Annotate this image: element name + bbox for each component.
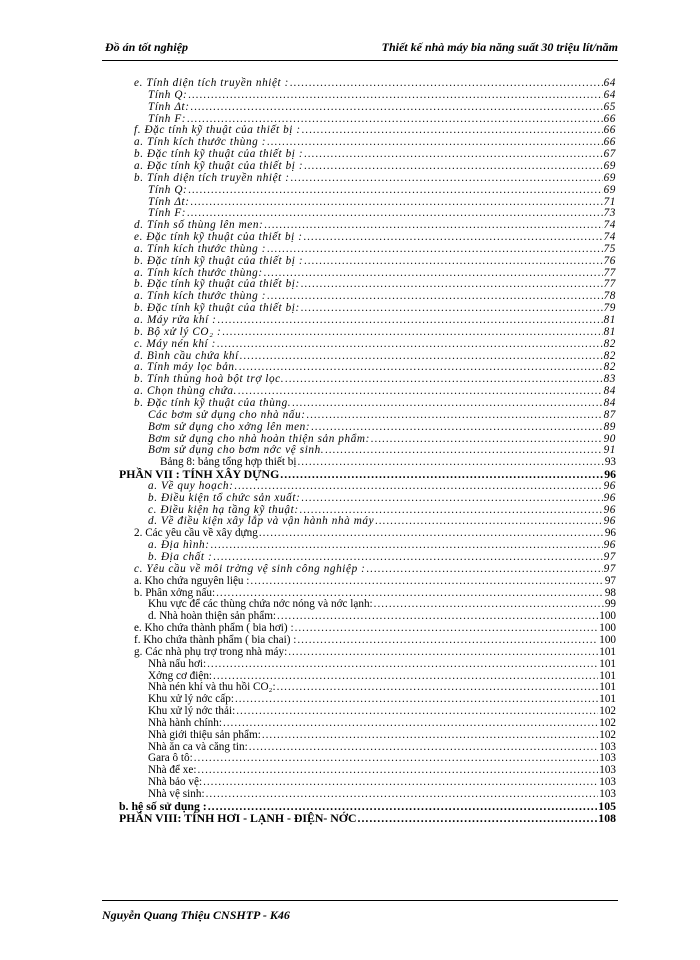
toc-entry-page: 82: [603, 349, 616, 362]
toc-entry-label: a. Kho chứa nguyên liệu :: [134, 574, 250, 587]
toc-entry-label: b. Đặc tính kỹ thuật của thùng.: [134, 396, 292, 409]
toc-entry-page: 101: [599, 669, 616, 682]
toc-entry-label: b. Địa chất :: [148, 551, 213, 563]
toc-entry-page: 79: [603, 302, 616, 315]
toc-entry-page: 103: [599, 764, 616, 777]
toc-entry-label: g. Các nhà phụ trợ trong nhà máy:: [134, 645, 288, 658]
toc-entry-page: 69: [603, 159, 616, 172]
toc-entry-page: 65: [603, 100, 616, 113]
toc-entry-page: 96: [603, 503, 616, 516]
toc-entry-page: 97: [604, 574, 616, 587]
toc-entry-label: a. Tính máy lọc bản.: [134, 361, 238, 374]
toc-entry-label: a. Chọn thùng chứa.: [134, 385, 237, 398]
toc-entry-label: Gara ô tô:: [148, 752, 193, 765]
toc-entry-label: d. Bình cầu chứa khí: [134, 349, 239, 362]
toc-entry-label: Xởng cơ điện:: [148, 669, 213, 682]
toc-entry-label: Tính Δt:: [148, 195, 190, 208]
toc-entry-page: 100: [599, 610, 616, 623]
toc-entry-page: 64: [603, 88, 616, 101]
toc-entry-label: b. Đặc tính kỹ thuật của thiết bị :: [134, 148, 304, 161]
toc-entry-label: a. Địa hình:: [148, 539, 210, 552]
toc-entry-page: 101: [599, 693, 616, 706]
header-right-title: Thiết kế nhà máy bia năng suất 30 triệu lít/năm: [381, 40, 618, 54]
toc-entry-page: 102: [599, 716, 616, 729]
toc-entry-page: 96: [604, 467, 616, 482]
toc-entry-label: a. Tính kích thước thùng :: [134, 242, 267, 255]
toc-entry-label: a. Tính kích thước thùng:: [134, 266, 263, 279]
toc-entry-page: 96: [603, 539, 616, 552]
toc-entry-page: 71: [603, 195, 616, 208]
toc-entry-page: 100: [599, 622, 616, 635]
toc-entry-page: 99: [604, 598, 616, 611]
toc-entry-page: 103: [599, 776, 616, 789]
toc-entry-label: Bơm sử dụng cho xởng lên men:: [148, 420, 311, 433]
toc-entry-label: a. Tính kích thước thùng :: [134, 136, 267, 149]
toc-entry-label: Nhà giới thiệu sản phẩm:: [148, 728, 261, 741]
toc-entry-page: 97: [603, 562, 616, 575]
toc-entry-label: a. Tính kích thước thùng :: [134, 290, 267, 303]
toc-entry-page: 93: [604, 456, 616, 469]
toc-entry-page: 101: [599, 657, 616, 670]
toc-entry-label: Nhà hành chính:: [148, 716, 222, 729]
toc-entry-page: 101: [599, 645, 616, 658]
toc-entry-page: 96: [603, 479, 616, 492]
toc-entry-label: c. Máy nén khí :: [134, 337, 216, 350]
toc-entry-label: Tính F:: [148, 112, 187, 125]
toc-entry-label: b. Bộ xử lý CO₂ :: [134, 325, 222, 338]
toc-entry-page: 77: [603, 266, 616, 279]
toc-entry-label: a. Máy rửa khí :: [134, 314, 217, 326]
toc-entry-page: 103: [599, 752, 616, 765]
toc-entry-page: 82: [603, 361, 616, 374]
toc-entry-label: Nhà bảo vệ:: [148, 776, 203, 789]
toc-entry-label: Bơm sử dụng cho nhà hoàn thiện sản phẩm:: [148, 432, 370, 445]
toc-entry-page: 64: [603, 77, 616, 89]
toc-entry-label: d. Nhà hoàn thiện sản phẩm:: [148, 610, 277, 623]
toc-entry-label: c. Yêu cầu về môi trờng vệ sinh công nghiệp :: [134, 562, 366, 575]
toc-entry-page: 74: [603, 231, 616, 244]
toc-entry-page: 73: [603, 207, 616, 220]
footer-rule: [102, 900, 618, 901]
toc-entry-page: 66: [603, 112, 616, 125]
toc-entry-label: d. Tính số thùng lên men:: [134, 219, 264, 232]
toc-entry-page: 91: [603, 444, 616, 457]
toc-entry-page: 102: [599, 728, 616, 741]
toc-entry-label: Nhà ăn ca và căng tin:: [148, 740, 248, 753]
toc-entry[interactable]: [119, 811, 616, 825]
toc-entry-label: b. Phân xởng nấu:: [134, 586, 216, 599]
toc-entry-label: Khu xử lý nớc thải:: [148, 705, 236, 718]
toc-entry-page: 97: [603, 551, 616, 563]
toc-entry-page: 87: [603, 408, 616, 421]
toc-entry-page: 82: [603, 337, 616, 350]
toc-entry-label: Nhà nấu hơi:: [148, 657, 207, 670]
toc-entry-page: 67: [603, 148, 616, 161]
toc-entry-label: Nhà để xe:: [148, 764, 197, 777]
toc-entry-page: 77: [603, 278, 616, 291]
toc-entry-label: e. Kho chứa thành phẩm ( bia hơi) :: [134, 622, 294, 635]
toc-entry-page: 96: [604, 527, 616, 540]
toc-entry-page: 105: [598, 798, 616, 813]
header-rule: [102, 60, 618, 61]
toc-entry-label: PHẦN VIII: TÍNH HƠI - LẠNH - ĐIỆN- NỚC: [119, 810, 357, 825]
toc-entry-label: b. hệ số sử dụng :: [119, 798, 207, 813]
toc-entry-label: Tính F:: [148, 207, 187, 220]
toc-entry-label: PHẦN VII : TÍNH XÂY DỰNG: [119, 467, 280, 482]
toc-entry-page: 96: [603, 515, 616, 528]
toc-entry-page: 84: [603, 396, 616, 409]
toc-entry-page: 66: [603, 136, 616, 149]
toc-entry-label: Bảng 8: bảng tổng hợp thiết bị: [160, 456, 297, 469]
toc-entry-page: 103: [599, 740, 616, 753]
toc-entry-label: Tính Q:: [148, 183, 188, 196]
toc-entry-label: f. Đặc tính kỹ thuật của thiết bị :: [134, 124, 301, 137]
toc-entry-label: Tính Q:: [148, 88, 188, 101]
toc-entry-page: 69: [603, 171, 616, 184]
toc-entry-page: 76: [603, 254, 616, 267]
toc-entry-label: b. Điều kiện tổ chức sản xuất:: [148, 491, 301, 504]
toc-entry-page: 81: [603, 314, 616, 326]
page-header: [102, 40, 618, 62]
toc-entry-page: 81: [603, 325, 616, 338]
toc-entry-label: e. Đặc tính kỹ thuật của thiết bị :: [134, 231, 303, 244]
toc-entry-page: 75: [603, 242, 616, 255]
toc-entry-label: b. Đặc tính kỹ thuật của thiết bị :: [134, 254, 304, 267]
toc-entry-label: b. Đặc tính kỹ thuật của thiết bị:: [134, 302, 300, 315]
toc-entry-page: 83: [603, 373, 616, 386]
toc-entry-label: Tính Δt:: [148, 100, 190, 113]
toc-entry-page: 101: [599, 681, 616, 694]
toc-entry-label: Khu vực để các thùng chứa nớc nóng và nớc lạnh:: [148, 598, 373, 611]
toc-entry-page: 103: [599, 788, 616, 800]
toc-entry-label: b. Tính thùng hoà bột trợ lọc.: [134, 373, 285, 386]
toc-entry-label: Khu xử lý nớc cấp:: [148, 693, 234, 706]
header-left-title: Đồ án tốt nghiệp: [105, 40, 189, 54]
toc-entry-label: b. Tính diện tích truyền nhiệt :: [134, 171, 290, 184]
toc-entry-page: 90: [603, 432, 616, 445]
toc-entry-label: Các bơm sử dụng cho nhà nấu:: [148, 408, 306, 421]
toc-entry-page: 96: [603, 491, 616, 504]
toc-entry-label: 2. Các yêu cầu về xây dựng: [134, 527, 258, 540]
toc-entry-page: 89: [603, 420, 616, 433]
toc-dot-leader: [358, 811, 598, 825]
toc-entry-page: 98: [604, 586, 616, 599]
toc-entry-page: 69: [603, 183, 616, 196]
toc-entry-page: 74: [603, 219, 616, 232]
toc-entry-label: f. Kho chứa thành phẩm ( bia chai) :: [134, 633, 297, 646]
toc-entry-label: b. Đặc tính kỹ thuật của thiết bị:: [134, 278, 300, 291]
footer-author: Nguyễn Quang Thiệu CNSHTP - K46: [102, 908, 290, 922]
toc-entry-label: Nhà nén khí và thu hồi CO₂:: [148, 681, 276, 694]
toc-entry-page: 100: [599, 633, 616, 646]
page-footer: [102, 900, 618, 926]
toc-entry-page: 84: [603, 385, 616, 398]
toc-entry-label: a. Đặc tính kỹ thuật của thiết bị :: [134, 159, 304, 172]
toc-entry-label: Bơm sử dụng cho bơm nớc vệ sinh.: [148, 444, 325, 457]
toc-entry-label: a. Về quy hoạch:: [148, 479, 234, 492]
toc-entry-label: d. Về điều kiện xây lắp và vận hành nhà máy: [148, 515, 375, 528]
toc-entry-page: 108: [598, 810, 616, 825]
toc-entry-page: 66: [603, 124, 616, 137]
toc-entry-label: e. Tính diện tích truyền nhiệt :: [134, 77, 289, 89]
toc-entry-label: Nhà vệ sinh:: [148, 788, 205, 800]
toc-entry-label: c. Điều kiện hạ tầng kỹ thuật:: [148, 503, 299, 516]
toc-entry-page: 78: [603, 290, 616, 303]
toc-entry-page: 102: [599, 705, 616, 718]
